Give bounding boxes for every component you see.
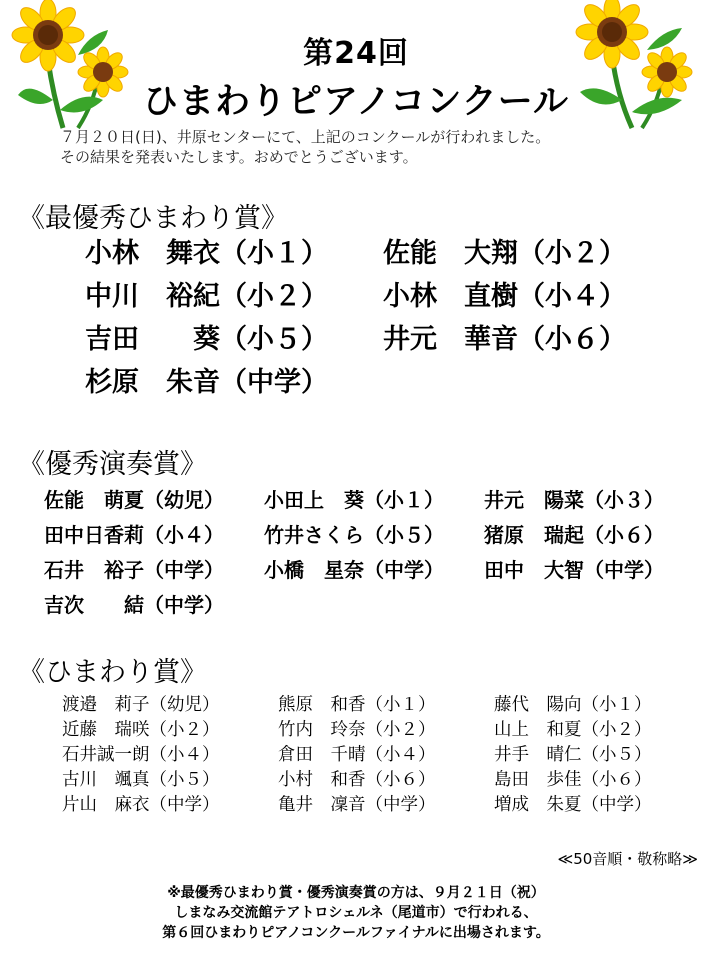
- winner-entry: 杉原 朱音（中学）: [85, 367, 328, 398]
- winner-entry: 石井誠一朗（小４）: [62, 745, 220, 765]
- intro-line: ７月２０日(日)、井原センターにて、上記のコンクールが行われました。: [60, 128, 551, 146]
- winner-entry: 田中 大智（中学）: [484, 558, 664, 582]
- winner-entry: 亀井 凜音（中学）: [278, 795, 436, 815]
- winner-entry: 古川 颯真（小５）: [62, 770, 220, 790]
- winner-entry: 井元 陽菜（小３）: [484, 488, 664, 512]
- winner-entry: 井元 華音（小６）: [383, 324, 626, 355]
- winner-entry: 吉次 結（中学）: [44, 593, 224, 617]
- winner-entry: 増成 朱夏（中学）: [494, 795, 652, 815]
- page-title: ひまわりピアノコンクール: [142, 82, 570, 122]
- winner-entry: 小橋 星奈（中学）: [264, 558, 444, 582]
- himawari-prize-list: [62, 693, 710, 817]
- title-edition: 第24回: [303, 36, 409, 71]
- winner-entry: 小田上 葵（小１）: [264, 488, 444, 512]
- winner-entry: 熊原 和香（小１）: [278, 695, 436, 715]
- winner-entry: 小林 直樹（小４）: [383, 281, 626, 312]
- intro-text: [60, 127, 550, 167]
- order-note: ≪50音順・敬称略≫: [557, 850, 698, 868]
- winner-entry: 藤代 陽向（小１）: [494, 695, 652, 715]
- excellent-prize-heading: 《優秀演奏賞》: [18, 449, 207, 480]
- winner-entry: 倉田 千晴（小４）: [278, 745, 436, 765]
- winner-entry: 小林 舞衣（小１）: [85, 238, 328, 269]
- winner-entry: 島田 歩佳（小６）: [494, 770, 652, 790]
- winner-entry: 中川 裕紀（小２）: [85, 281, 328, 312]
- winner-entry: 近藤 瑞咲（小２）: [62, 720, 220, 740]
- winner-entry: 猪原 瑞起（小６）: [484, 523, 664, 547]
- winner-entry: 吉田 葵（小５）: [85, 324, 328, 355]
- winner-entry: 山上 和夏（小２）: [494, 720, 652, 740]
- winner-entry: 佐能 大翔（小２）: [383, 238, 626, 269]
- winner-entry: 小村 和香（小６）: [278, 770, 436, 790]
- winner-entry: 渡邉 莉子（幼児）: [62, 695, 220, 715]
- winner-entry: 佐能 萌夏（幼児）: [44, 488, 224, 512]
- intro-line: その結果を発表いたします。おめでとうございます。: [60, 148, 418, 166]
- winner-entry: 片山 麻衣（中学）: [62, 795, 220, 815]
- himawari-prize-heading: 《ひまわり賞》: [18, 657, 207, 688]
- winner-entry: 石井 裕子（中学）: [44, 558, 224, 582]
- winner-entry: 井手 晴仁（小５）: [494, 745, 652, 765]
- winner-entry: 竹内 玲奈（小２）: [278, 720, 436, 740]
- notice-line: 第６回ひまわりピアノコンクールファイナルに出場されます。: [162, 925, 550, 941]
- grand-prize-list: [85, 236, 683, 401]
- excellent-prize-list: [44, 486, 704, 620]
- winner-entry: 竹井さくら（小５）: [264, 523, 444, 547]
- finals-notice: [0, 883, 712, 943]
- winner-entry: 田中日香莉（小４）: [44, 523, 224, 547]
- notice-line: ※最優秀ひまわり賞・優秀演奏賞の方は、９月２１日（祝）: [167, 885, 545, 901]
- notice-line: しまなみ交流館テアトロシェルネ（尾道市）で行われる、: [174, 905, 538, 921]
- grand-prize-heading: 《最優秀ひまわり賞》: [18, 203, 288, 234]
